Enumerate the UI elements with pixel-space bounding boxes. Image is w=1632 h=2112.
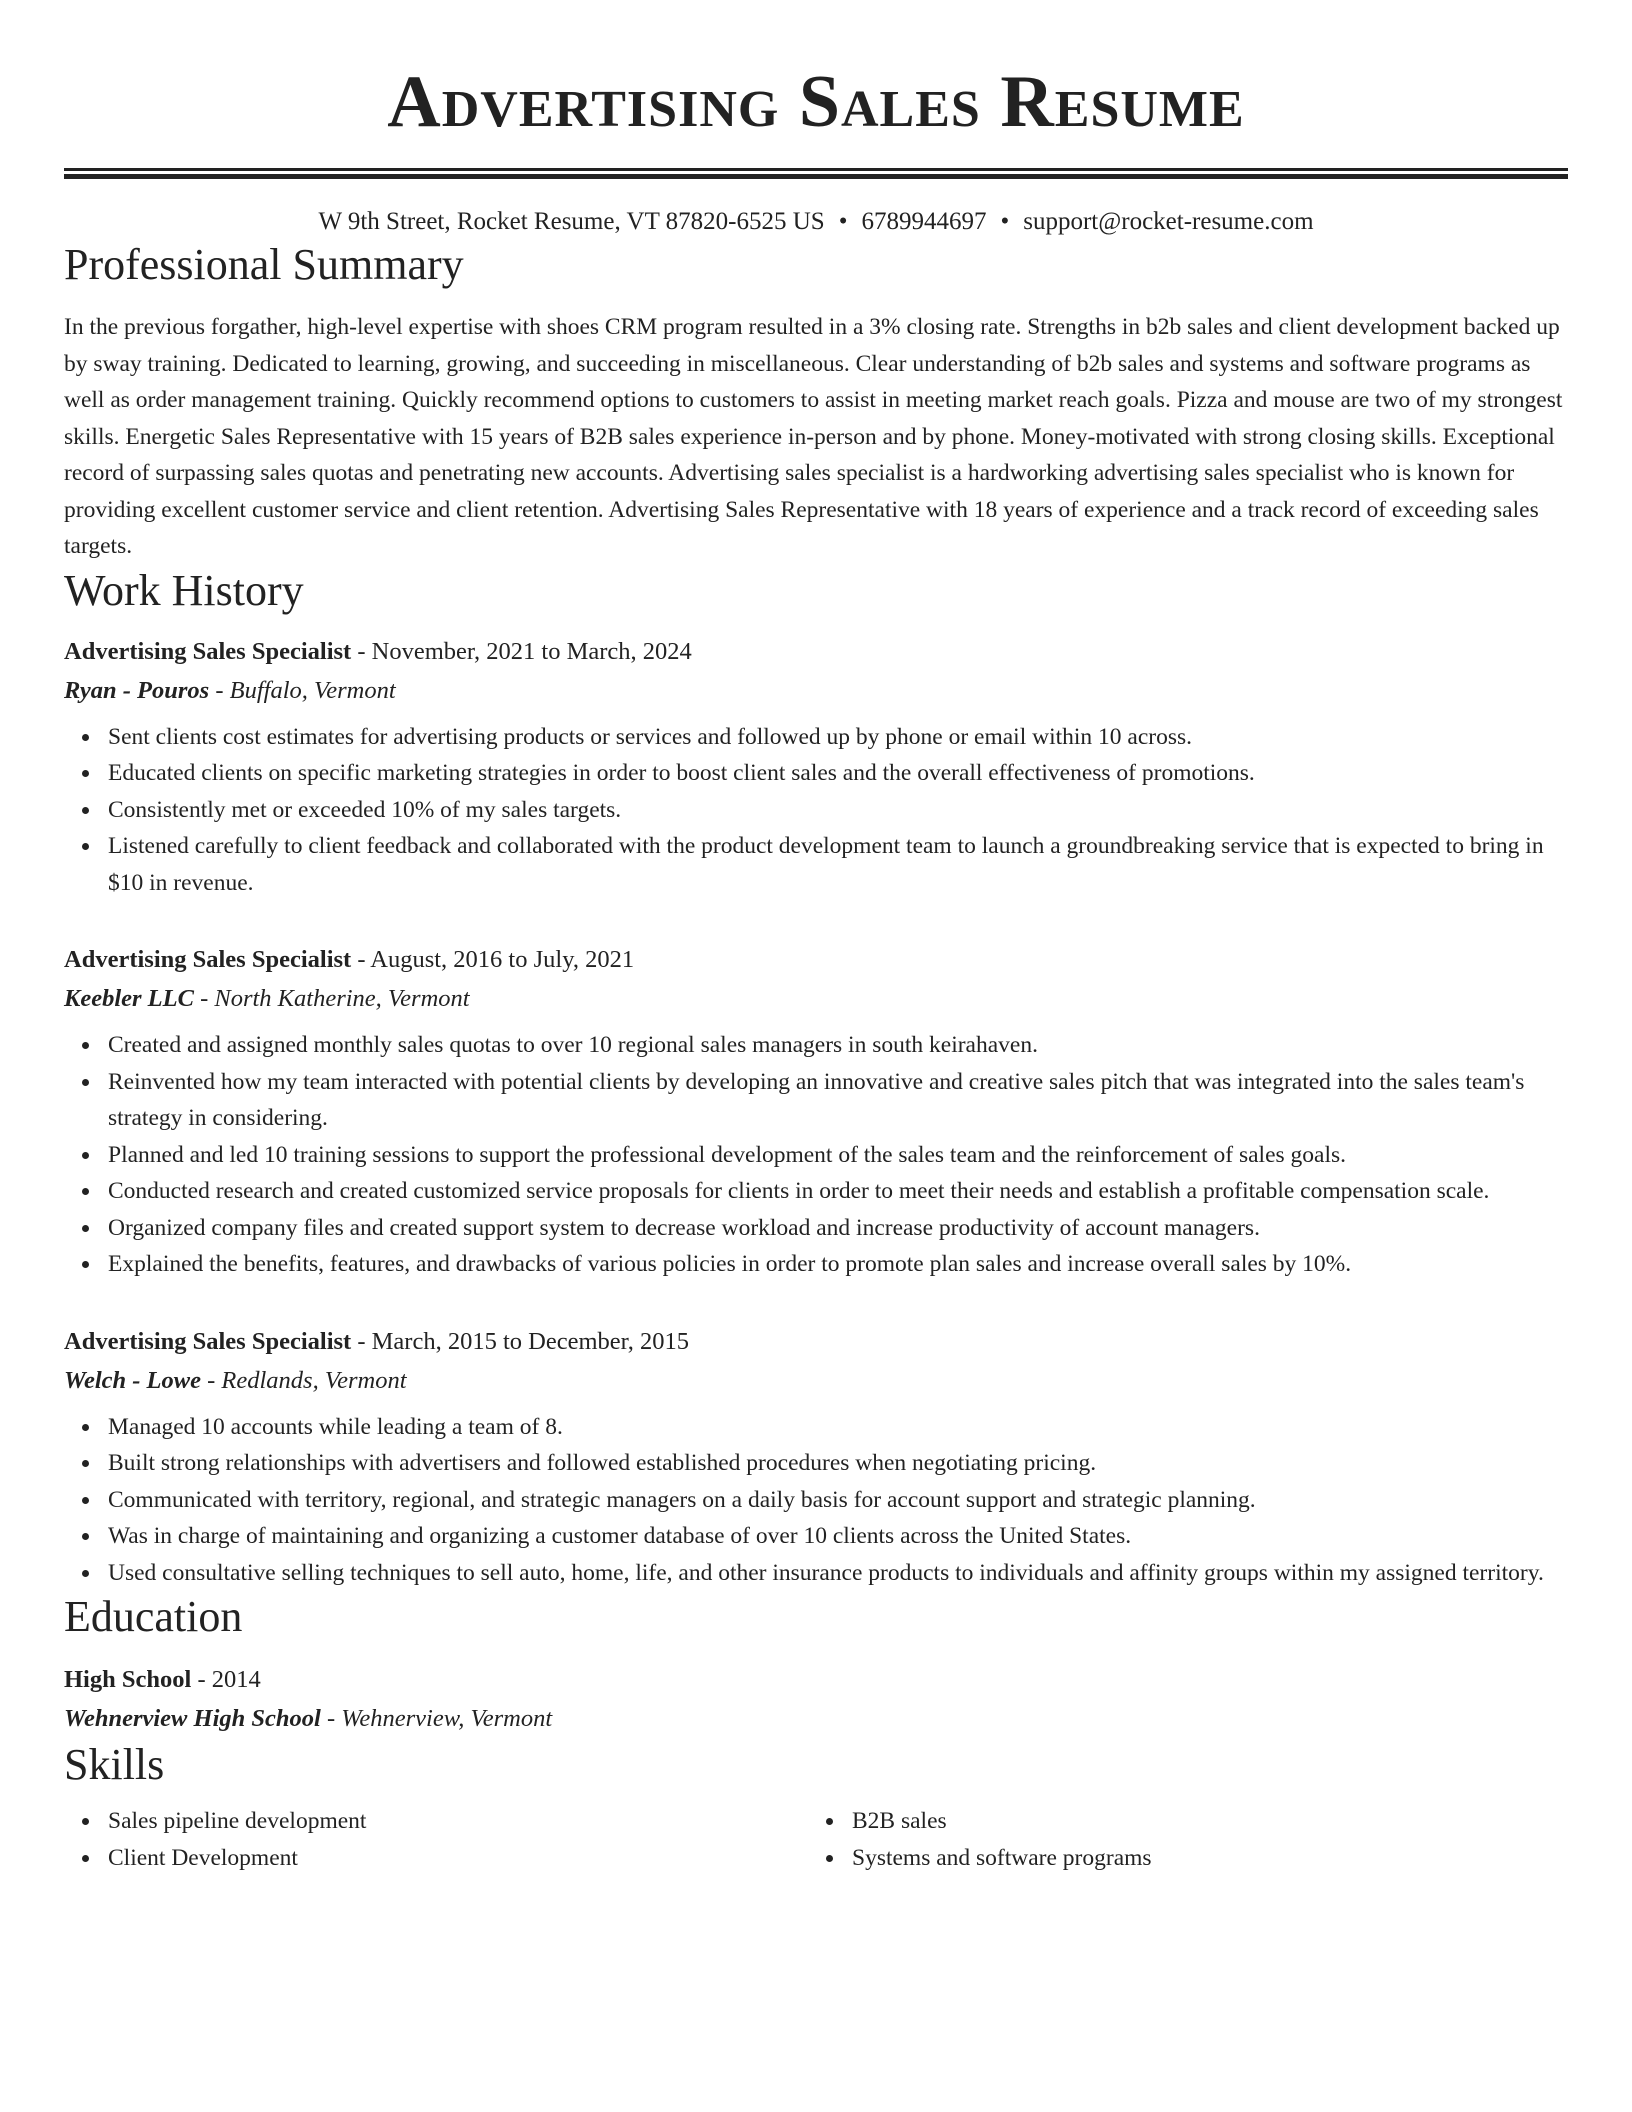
job-bullet: Created and assigned monthly sales quotas to over 10 regional sales managers in south keirahaven. [108,1027,1568,1064]
job-bullet: Managed 10 accounts while leading a team of 8. [108,1409,1568,1446]
job-bullets [64,1027,1568,1283]
title-divider [64,168,1568,179]
job-entry [64,633,1568,902]
employer-line [64,1361,1568,1401]
job-title: Advertising Sales Specialist [64,946,352,973]
skills-column-left [64,1803,808,1876]
contact-email: support@rocket-resume.com [1023,208,1314,235]
job-bullet: Conducted research and created customized service proposals for clients in order to meet their needs and establish a profitable compensation scale. [108,1173,1568,1210]
summary-heading: Professional Summary [64,240,464,289]
job-dates: - August, 2016 to July, 2021 [351,946,635,973]
job-entry [64,1323,1568,1592]
degree: High School [64,1666,192,1693]
employer-line [64,671,1568,711]
job-bullet: Educated clients on specific marketing strategies in order to boost client sales and the overall effectiveness of promotions. [108,755,1568,792]
job-bullet: Listened carefully to client feedback and collaborated with the product development team to launch a groundbreaking service that is expected to bring in $10 in revenue. [108,828,1568,901]
job-bullet: Reinvented how my team interacted with potential clients by developing an innovative and creative sales pitch that was integrated into the sales team's strategy in considering. [108,1064,1568,1137]
skills-heading: Skills [64,1740,165,1789]
job-bullet: Organized company files and created support system to decrease workload and increase productivity of account managers. [108,1210,1568,1247]
job-dates: - March, 2015 to December, 2015 [351,1327,690,1355]
skills-list [64,1803,808,1876]
education-heading: Education [64,1592,243,1641]
job-title-line [64,633,1568,671]
school-line [64,1699,1568,1739]
skills-grid [64,1803,1568,1876]
job-bullet: Built strong relationships with advertisers and followed established procedures when negotiating pricing. [108,1445,1568,1482]
job-bullet: Consistently met or exceeded 10% of my sales targets. [108,792,1568,829]
employer-name: Welch - Lowe [64,1366,201,1394]
employer-line [64,979,1568,1019]
employer-name: Ryan - Pouros [64,676,210,704]
degree-line [64,1661,1568,1699]
school-location: - Wehnerview, Vermont [320,1705,553,1732]
job-title: Advertising Sales Specialist [64,1327,352,1355]
skills-list [808,1803,1552,1876]
employer-location: - North Katherine, Vermont [193,985,470,1012]
work-history-heading: Work History [64,565,304,615]
job-dates: - November, 2021 to March, 2024 [351,637,692,665]
skill-item: Sales pipeline development [108,1803,808,1840]
contact-line [64,205,1568,239]
job-bullet: Communicated with territory, regional, and strategic managers on a daily basis for account support and strategic planning. [108,1482,1568,1519]
job-bullet: Was in charge of maintaining and organizing a customer database of over 10 clients across the United States. [108,1518,1568,1555]
skill-item: Client Development [108,1840,808,1877]
contact-phone: 6789944697 [861,208,987,235]
summary-text: In the previous forgather, high-level expertise with shoes CRM program resulted in a 3% closing rate. Strengths in b2b sales and client development backed up by sway training. Dedicated to learning, growing, and succeeding in miscellaneous. Clear understanding of b2b sales and systems and software programs as well as order management training. Quickly recommend options to customers to assist in meeting market reach goals. Pizza and mouse are two of my strongest skills. Energetic Sales Representative with 15 years of B2B sales experience in-person and by phone. Money-motivated with strong closing skills. Exceptional record of surpassing sales quotas and penetrating new accounts. Advertising sales specialist is a hardworking advertising sales specialist who is known for providing excellent customer service and client retention. Advertising Sales Representative with 18 years of experience and a track record of exceeding sales targets. [64,314,1563,559]
employer-location: - Redlands, Vermont [201,1366,407,1394]
job-bullets [64,1409,1568,1592]
job-bullet: Sent clients cost estimates for advertising products or services and followed up by phone or email within 10 across. [108,719,1568,756]
school-name: Wehnerview High School [64,1705,321,1732]
resume-title: Advertising Sales Resume [387,61,1245,143]
job-bullet: Explained the benefits, features, and drawbacks of various policies in order to promote plan sales and increase overall sales by 10%. [108,1246,1568,1283]
skills-column-right [808,1803,1552,1876]
contact-separator: • [1000,208,1010,235]
contact-separator: • [838,208,848,235]
skill-item: Systems and software programs [852,1840,1552,1877]
skill-item: B2B sales [852,1803,1552,1840]
job-title-line [64,941,1568,979]
employer-location: - Buffalo, Vermont [209,676,396,704]
employer-name: Keebler LLC [64,985,194,1012]
job-title-line [64,1323,1568,1361]
contact-address: W 9th Street, Rocket Resume, VT 87820-6525 US [318,208,825,235]
job-bullet: Planned and led 10 training sessions to support the professional development of the sales team and the reinforcement of sales goals. [108,1137,1568,1174]
job-title: Advertising Sales Specialist [64,637,352,665]
job-bullet: Used consultative selling techniques to sell auto, home, life, and other insurance products to individuals and affinity groups within my assigned territory. [108,1555,1568,1592]
job-bullets [64,719,1568,902]
job-entry [64,941,1568,1283]
education-entry [64,1661,1568,1739]
graduation-year: - 2014 [191,1666,261,1693]
